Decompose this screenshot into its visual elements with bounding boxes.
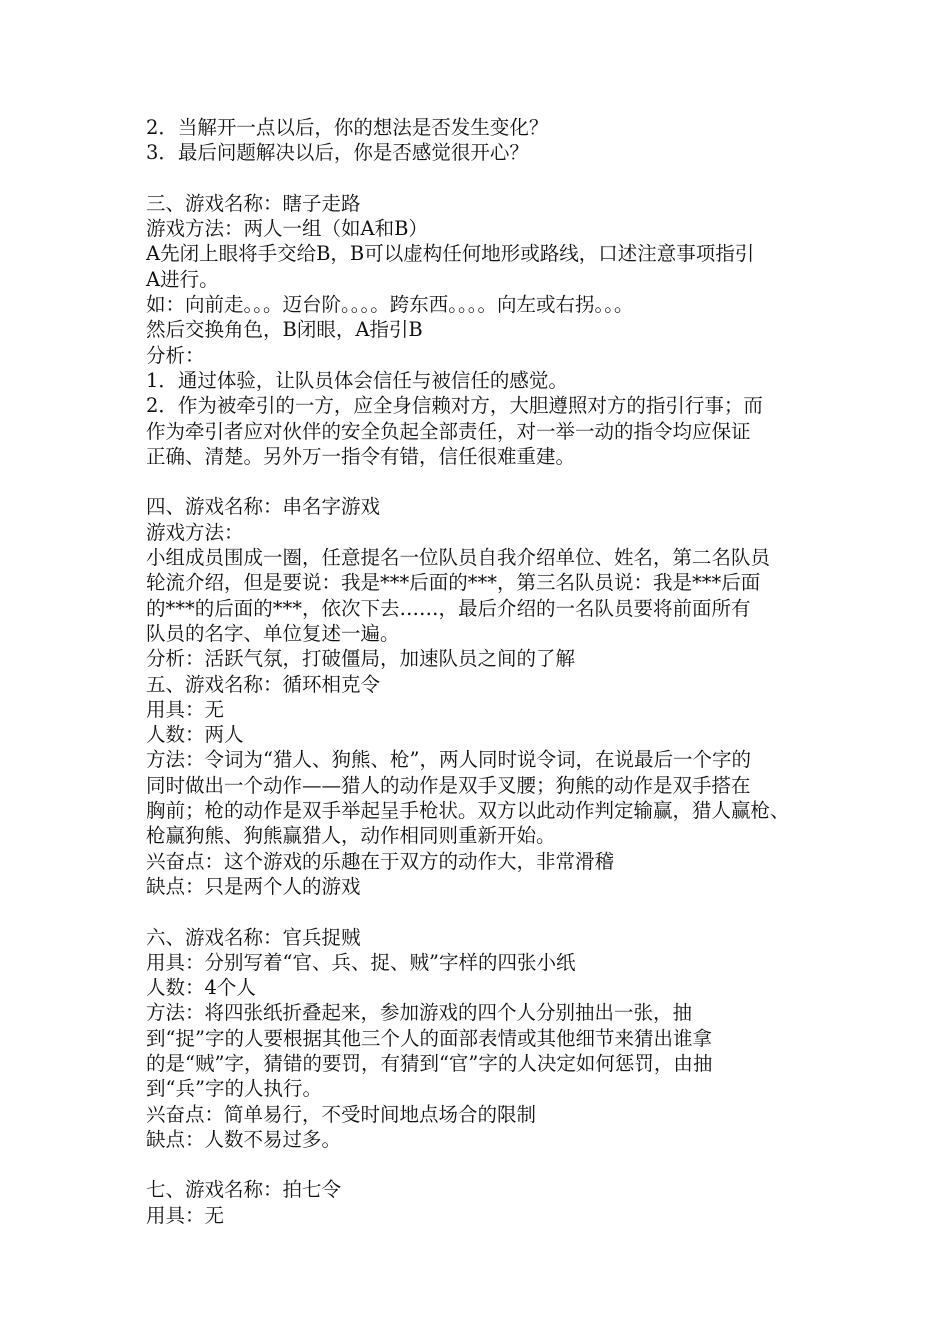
text-line: A先闭上眼将手交给B，B可以虚构任何地形或路线，口述注意事项指引 — [146, 242, 755, 266]
text-line: 1．通过体验，让队员体会信任与被信任的感觉。 — [146, 368, 568, 392]
text-line: 缺点：只是两个人的游戏 — [146, 874, 361, 898]
text-line: 2．作为被牵引的一方，应全身信赖对方，大胆遵照对方的指引行事；而 — [146, 394, 763, 418]
text-line: 方法：令词为“猎人、狗熊、枪”，两人同时说令词，在说最后一个字的 — [146, 748, 751, 772]
text-line: 用具：无 — [146, 697, 225, 721]
section-heading: 六、游戏名称：官兵捉贼 — [146, 925, 361, 949]
text-line: 兴奋点：简单易行，不受时间地点场合的限制 — [146, 1102, 537, 1126]
text-line: 缺点：人数不易过多。 — [146, 1127, 342, 1151]
blank-line — [146, 469, 816, 494]
text-line: 正确、清楚。另外万一指令有错，信任很难重建。 — [146, 444, 576, 468]
text-line: 如：向前走。。。迈台阶。。。。跨东西。。。。向左或右拐。。。 — [146, 293, 634, 317]
text-line: 用具：无 — [146, 1203, 225, 1227]
text-line: 轮流介绍，但是要说：我是***后面的***，第三名队员说：我是***后面 — [146, 571, 761, 595]
text-line: 的***的后面的***，依次下去……，最后介绍的一名队员要将前面所有 — [146, 596, 751, 620]
text-line: 2．当解开一点以后，你的想法是否发生变化？ — [146, 116, 549, 139]
text-line: 到“兵”字的人执行。 — [146, 1077, 322, 1101]
text-line: 兴奋点：这个游戏的乐趣在于双方的动作大，非常滑稽 — [146, 849, 615, 873]
blank-line — [146, 899, 816, 924]
blank-line — [146, 166, 816, 191]
text-line: 分析： — [146, 343, 205, 367]
text-line: 3．最后问题解决以后，你是否感觉很开心？ — [146, 141, 529, 165]
text-line: 人数：两人 — [146, 723, 244, 747]
text-line: 用具：分别写着“官、兵、捉、贼”字样的四张小纸 — [146, 950, 576, 974]
text-line: 然后交换角色，B闭眼，A指引B — [146, 318, 423, 342]
text-line: 到“捉”字的人要根据其他三个人的面部表情或其他细节来猜出谁拿 — [146, 1026, 712, 1050]
text-line: 同时做出一个动作——猎人的动作是双手叉腰；狗熊的动作是双手搭在 — [146, 773, 751, 797]
text-line: 的是“贼”字，猜错的要罚，有猜到“官”字的人决定如何惩罚，由抽 — [146, 1051, 713, 1075]
text-line: 方法：将四张纸折叠起来，参加游戏的四个人分别抽出一张，抽 — [146, 1001, 693, 1025]
section-heading: 七、游戏名称：拍七令 — [146, 1178, 342, 1202]
text-line: 胸前；枪的动作是双手举起呈手枪状。双方以此动作判定输赢，猎人赢枪、 — [146, 799, 790, 823]
blank-line — [146, 1152, 816, 1177]
text-line: 队员的名字、单位复述一遍。 — [146, 621, 400, 645]
text-line: 枪赢狗熊、狗熊赢猎人，动作相同则重新开始。 — [146, 824, 556, 848]
text-line: A进行。 — [146, 267, 219, 291]
text-line: 游戏方法： — [146, 520, 244, 544]
text-line: 小组成员围成一圈，任意提名一位队员自我介绍单位、姓名，第二名队员 — [146, 546, 771, 570]
section-heading: 五、游戏名称：循环相克令 — [146, 672, 381, 696]
section-heading: 四、游戏名称：串名字游戏 — [146, 495, 381, 519]
text-line: 人数：4个人 — [146, 976, 256, 1000]
text-line: 游戏方法：两人一组（如A和B） — [146, 217, 428, 241]
section-heading: 三、游戏名称：瞎子走路 — [146, 191, 361, 215]
text-line: 分析：活跃气氛，打破僵局，加速队员之间的了解 — [146, 647, 576, 671]
document-page — [146, 115, 816, 1228]
text-line: 作为牵引者应对伙伴的安全负起全部责任，对一举一动的指令均应保证 — [146, 419, 751, 443]
